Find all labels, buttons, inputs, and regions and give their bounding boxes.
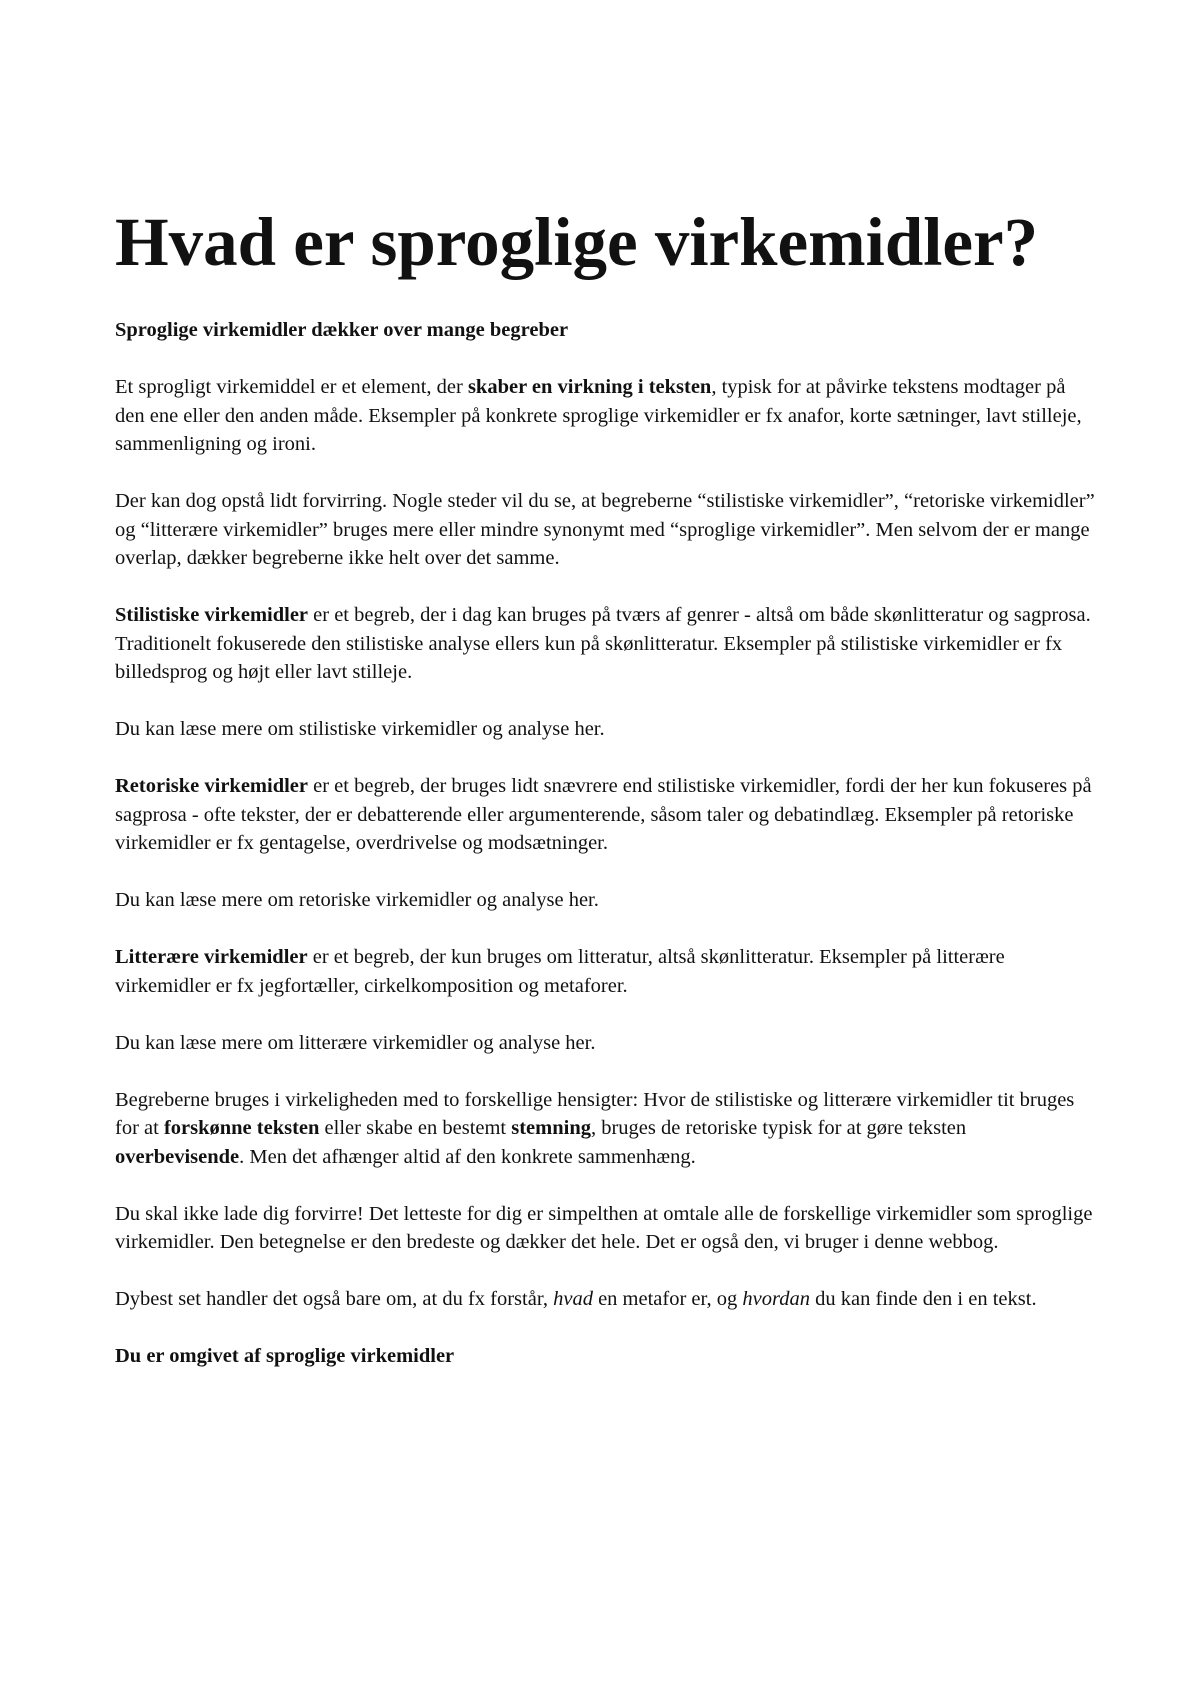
subheading: Sproglige virkemidler dækker over mange begreber — [115, 319, 569, 341]
paragraph — [115, 1285, 1095, 1314]
paragraph-link-line: Du kan læse mere om stilistiske virkemidler og analyse her. — [115, 718, 605, 740]
paragraph: Du skal ikke lade dig forvirre! Det letteste for dig er simpelthen at omtale alle de forskellige virkemidler som sproglige virkemidler. Den betegnelse er den bredeste og dækker det hele. Det er også den, vi bruger i denne webbog. — [115, 1202, 1093, 1253]
paragraph: Der kan dog opstå lidt forvirring. Nogle steder vil du se, at begreberne “stilistiske virkemidler”, “retoriske virkemidler” og “litterære virkemidler” bruges mere eller mindre synonymt med “sproglige virkemidler”. Men selvom der er mange overlap, dækker begreberne ikke helt over det samme. — [115, 490, 1095, 569]
paragraph — [115, 601, 1095, 687]
document-body — [115, 316, 1095, 1399]
text-run: . Men det afhænger altid af den konkrete sammenhæng. — [239, 1145, 696, 1168]
bold-term: stemning — [511, 1117, 591, 1139]
text-run: er et begreb, der bruges lidt snævrere end stilistiske virkemidler, fordi der her kun fokuseres på sagprosa - ofte tekster, der er debatterende eller argumenterende, såsom taler og debatindlæg. Eksempler på retoriske virkemidler er fx gentagelse, overdrivelse og modsætninger. — [115, 775, 1092, 854]
text-run: , typisk for at påvirke tekstens modtager på den ene eller den anden måde. Eksempler på konkrete sproglige virkemidler er fx anafor, korte sætninger, lavt stilleje, sammenligning og ironi. — [115, 376, 1082, 455]
paragraph-link-line: Du kan læse mere om retoriske virkemidler og analyse her. — [115, 889, 599, 911]
text-run: Dybest set handler det også bare om, at du fx forstår, — [115, 1288, 554, 1310]
page-title: Hvad er sproglige virkemidler? — [115, 204, 1039, 280]
bold-term: skaber en virkning i teksten — [467, 376, 712, 398]
bold-term: Litterære virkemidler — [115, 946, 308, 968]
paragraph — [115, 772, 1095, 858]
text-run: Begreberne bruges i virkeligheden med to forskellige hensigter: Hvor de stilistiske og litterære virkemidler tit bruges for at — [115, 1088, 1075, 1139]
bold-term: overbevisende — [115, 1145, 240, 1168]
text-run: er et begreb, der kun bruges om litteratur, altså skønlitteratur. Eksempler på litterære virkemidler er fx jegfortæller, cirkelkomposition og metaforer. — [115, 946, 1005, 997]
subheading: Du er omgivet af sproglige virkemidler — [115, 1345, 455, 1367]
text-run: er et begreb, der i dag kan bruges på tværs af genrer - altså om både skønlitteratur og sagprosa. Traditionelt fokuserede den stilistiske analyse ellers kun på skønlitteratur. Eksempler på stilistiske virkemidler er fx billedsprog og højt eller lavt stilleje. — [115, 604, 1091, 683]
paragraph — [115, 1086, 1095, 1172]
text-run: du kan finde den i en tekst. — [809, 1288, 1037, 1310]
paragraph-link-line: Du kan læse mere om litterære virkemidler og analyse her. — [115, 1031, 596, 1054]
paragraph — [115, 373, 1095, 459]
bold-term: forskønne teksten — [163, 1117, 320, 1139]
bold-term: Retoriske virkemidler — [115, 775, 308, 797]
bold-term: Stilistiske virkemidler — [115, 604, 309, 626]
italic-term: hvad — [553, 1288, 593, 1310]
italic-term: hvordan — [742, 1288, 810, 1310]
text-run: en metafor er, og — [592, 1288, 743, 1310]
text-run: Et sprogligt virkemiddel er et element, der — [115, 376, 468, 398]
text-run: , bruges de retoriske typisk for at gøre teksten — [590, 1117, 967, 1139]
paragraph — [115, 943, 1095, 1000]
text-run: eller skabe en bestemt — [319, 1117, 512, 1139]
